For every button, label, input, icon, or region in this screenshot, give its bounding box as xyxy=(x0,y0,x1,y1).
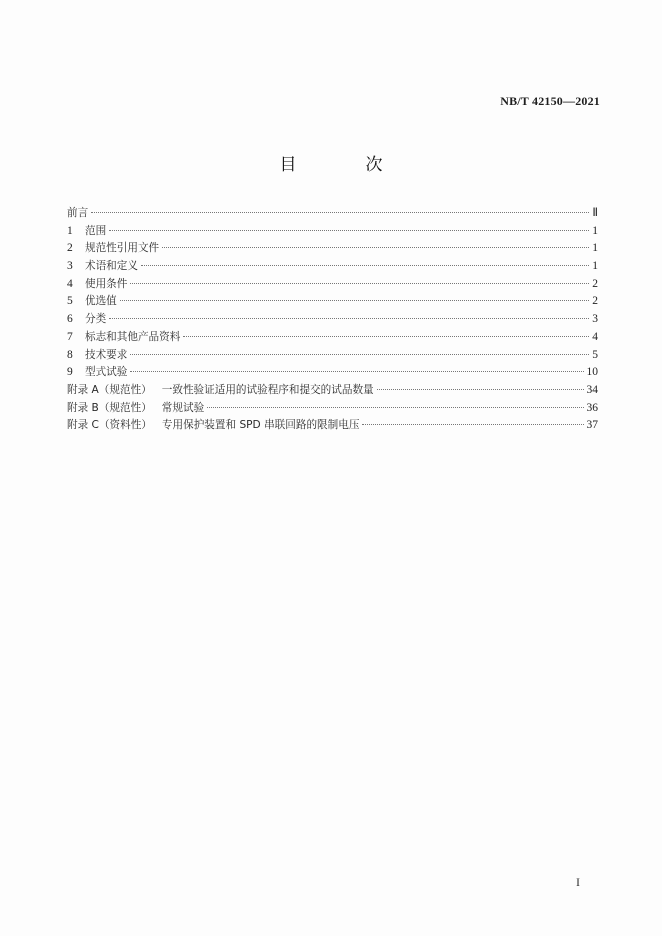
toc-entry-normative-references[interactable] xyxy=(67,240,598,258)
toc-entry-preferred-values[interactable] xyxy=(67,293,598,311)
toc-entry-page: 10 xyxy=(586,366,598,379)
toc-leader-dots xyxy=(141,265,589,266)
toc-annex-prefix: 附录 C（资料性） xyxy=(67,419,152,432)
toc-entry-page: 1 xyxy=(592,224,598,237)
toc-entry-number: 4 xyxy=(67,277,73,290)
toc-entry-foreword[interactable] xyxy=(67,205,598,223)
toc-annex-prefix: 附录 B（规范性） xyxy=(67,401,152,414)
toc-annex-prefix: 附录 A（规范性） xyxy=(67,383,152,396)
toc-entry-annex-b[interactable] xyxy=(67,400,598,418)
toc-leader-dots xyxy=(162,247,589,248)
toc-entry-page: Ⅱ xyxy=(592,207,598,219)
toc-entry-label: 技术要求 xyxy=(85,348,128,361)
toc-entry-scope[interactable] xyxy=(67,223,598,241)
toc-entry-label: 一致性验证适用的试验程序和提交的试品数量 xyxy=(161,383,374,396)
toc-entry-label: 术语和定义 xyxy=(85,260,138,273)
toc-entry-page: 2 xyxy=(592,277,598,290)
page-number: I xyxy=(576,875,580,889)
toc-entry-number: 3 xyxy=(67,260,73,273)
toc-entry-number: 6 xyxy=(67,313,73,326)
toc-leader-dots xyxy=(109,318,589,319)
toc-leader-dots xyxy=(130,283,589,284)
toc-entry-label: 范围 xyxy=(85,224,107,237)
toc-entry-page: 37 xyxy=(586,419,598,432)
toc-entry-annex-c[interactable] xyxy=(67,417,598,435)
toc-title: 目 次 xyxy=(279,155,409,175)
toc-entry-page: 1 xyxy=(592,260,598,273)
toc-entry-number: 8 xyxy=(67,348,73,361)
toc-entry-page: 4 xyxy=(592,330,598,343)
toc-entry-label: 型式试验 xyxy=(85,366,128,379)
toc-leader-dots xyxy=(377,389,584,390)
toc-entry-label: 分类 xyxy=(85,313,107,326)
toc-entry-classification[interactable] xyxy=(67,311,598,329)
toc-entry-label: 使用条件 xyxy=(85,277,128,290)
toc-entry-number: 7 xyxy=(67,330,73,343)
toc-leader-dots xyxy=(183,336,589,337)
toc-entry-page: 36 xyxy=(586,401,598,414)
toc-entry-label: 优选值 xyxy=(85,295,117,308)
toc-entry-page: 5 xyxy=(592,348,598,361)
toc-entry-label: 规范性引用文件 xyxy=(85,242,160,255)
toc-entry-technical-requirements[interactable] xyxy=(67,347,598,365)
toc-entry-page: 1 xyxy=(592,242,598,255)
toc-leader-dots xyxy=(130,371,583,372)
toc-entry-label: 标志和其他产品资料 xyxy=(85,330,181,343)
toc-leader-dots xyxy=(109,230,589,231)
toc-entry-annex-a[interactable] xyxy=(67,382,598,400)
toc-entry-marking[interactable] xyxy=(67,329,598,347)
toc-leader-dots xyxy=(130,354,589,355)
toc-entry-label: 前言 xyxy=(67,207,89,219)
toc-list xyxy=(67,205,598,435)
toc-entry-page: 34 xyxy=(586,383,598,396)
toc-entry-number: 1 xyxy=(67,224,73,237)
toc-entry-page: 3 xyxy=(592,313,598,326)
toc-entry-terms-definitions[interactable] xyxy=(67,258,598,276)
toc-entry-page: 2 xyxy=(592,295,598,308)
toc-entry-type-tests[interactable] xyxy=(67,364,598,382)
toc-leader-dots xyxy=(91,212,589,213)
toc-leader-dots xyxy=(207,407,583,408)
toc-entry-number: 5 xyxy=(67,295,73,308)
toc-leader-dots xyxy=(120,300,589,301)
toc-leader-dots xyxy=(362,424,583,425)
standard-code: NB/T 42150—2021 xyxy=(500,94,600,108)
toc-entry-label: 专用保护装置和 SPD 串联回路的限制电压 xyxy=(161,419,360,432)
toc-entry-service-conditions[interactable] xyxy=(67,276,598,294)
toc-entry-number: 9 xyxy=(67,366,73,379)
toc-entry-label: 常规试验 xyxy=(161,401,205,414)
toc-entry-number: 2 xyxy=(67,242,73,255)
